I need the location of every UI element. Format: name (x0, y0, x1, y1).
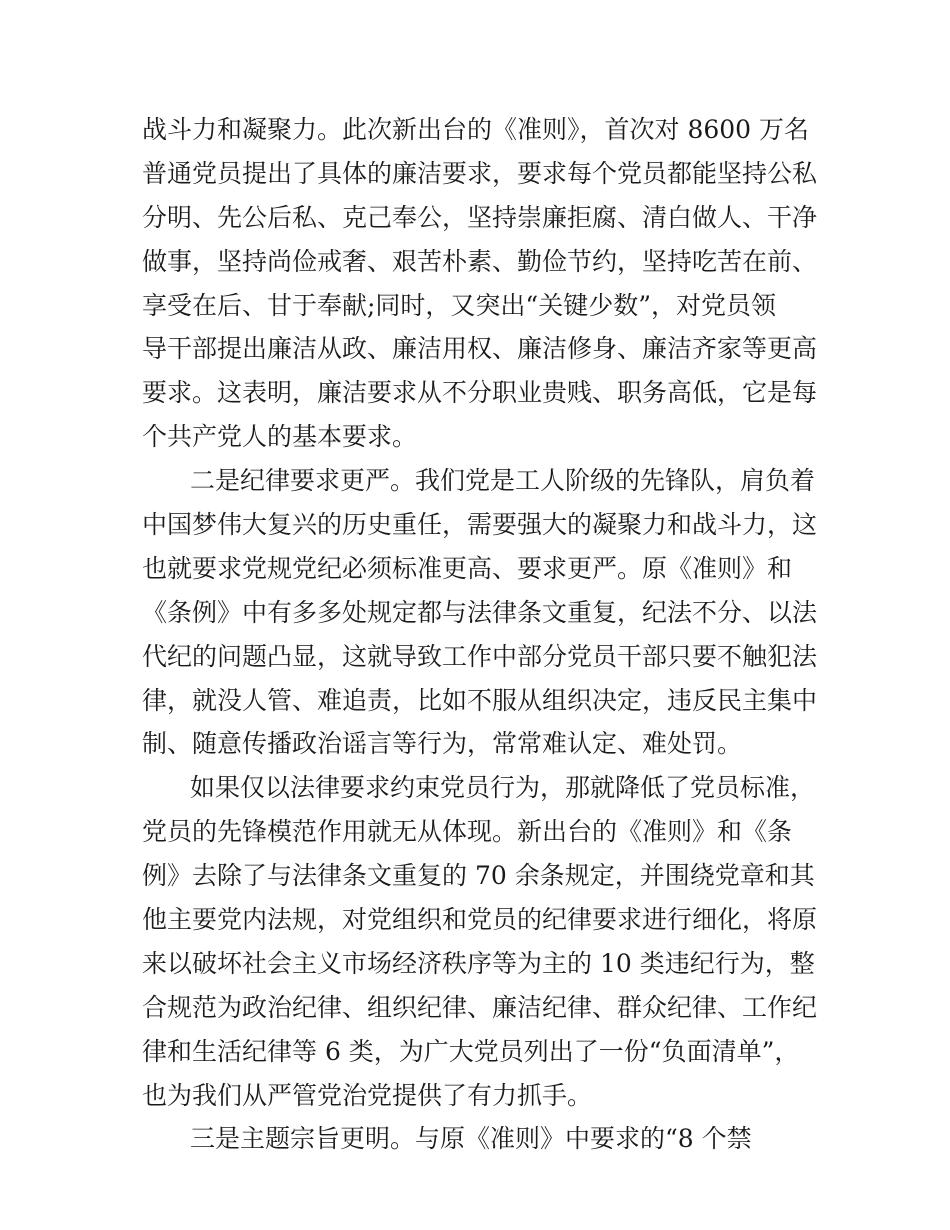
text-line: 战斗力和凝聚力。此次新出台的《准则》，首次对 8600 万名 (142, 115, 810, 144)
text-line: 普通党员提出了具体的廉洁要求，要求每个党员都能坚持公私 (142, 158, 818, 188)
text-line: 也就要求党规党纪必须标准更高、要求更严。原《准则》和 (142, 553, 793, 583)
text-line: 享受在后、甘于奉献;同时，又突出“关键少数”，对党员领 (142, 290, 776, 320)
text-line: 律和生活纪律等 6 类，为广大党员列出了一份“负面清单”， (142, 1036, 800, 1066)
text-line: 做事，坚持尚俭戒奢、艰苦朴素、勤俭节约，坚持吃苦在前、 (142, 246, 818, 276)
text-line: 律，就没人管、难追责，比如不服从组织决定，违反民主集中 (142, 685, 818, 715)
text-line: 党员的先锋模范作用就无从体现。新出台的《准则》和《条 (142, 817, 793, 847)
text-line: 分明、先公后私、克己奉公，坚持崇廉拒腐、清白做人、干净 (142, 202, 818, 232)
text-line: 也为我们从严管党治党提供了有力抓手。 (142, 1080, 593, 1110)
text-line: 他主要党内法规，对党组织和党员的纪律要求进行细化，将原 (142, 905, 818, 935)
text-line: 来以破坏社会主义市场经济秩序等为主的 10 类违纪行为，整 (142, 948, 815, 978)
text-line: 导干部提出廉洁从政、廉洁用权、廉洁修身、廉洁齐家等更高 (142, 334, 818, 364)
body-text (142, 108, 822, 1161)
paragraph-start-line: 二是纪律要求更严。我们党是工人阶级的先锋队，肩负着 (190, 466, 816, 496)
text-line: 《条例》中有多多处规定都与法律条文重复，纪法不分、以法 (142, 597, 818, 627)
paragraph-start-line: 如果仅以法律要求约束党员行为，那就降低了党员标准， (190, 773, 816, 803)
text-line: 个共产党人的基本要求。 (142, 422, 418, 452)
text-line: 要求。这表明，廉洁要求从不分职业贵贱、职务高低，它是每 (142, 378, 818, 408)
text-line: 制、随意传播政治谣言等行为，常常难认定、难处罚。 (142, 729, 743, 759)
text-line: 例》去除了与法律条文重复的 70 余条规定，并围绕党章和其 (142, 861, 815, 891)
text-line: 中国梦伟大复兴的历史重任，需要强大的凝聚力和战斗力，这 (142, 510, 818, 540)
paragraph-start-line: 三是主题宗旨更明。与原《准则》中要求的“8 个禁 (190, 1124, 752, 1154)
text-line: 合规范为政治纪律、组织纪律、廉洁纪律、群众纪律、工作纪 (142, 992, 818, 1022)
text-line: 代纪的问题凸显，这就导致工作中部分党员干部只要不触犯法 (142, 641, 818, 671)
